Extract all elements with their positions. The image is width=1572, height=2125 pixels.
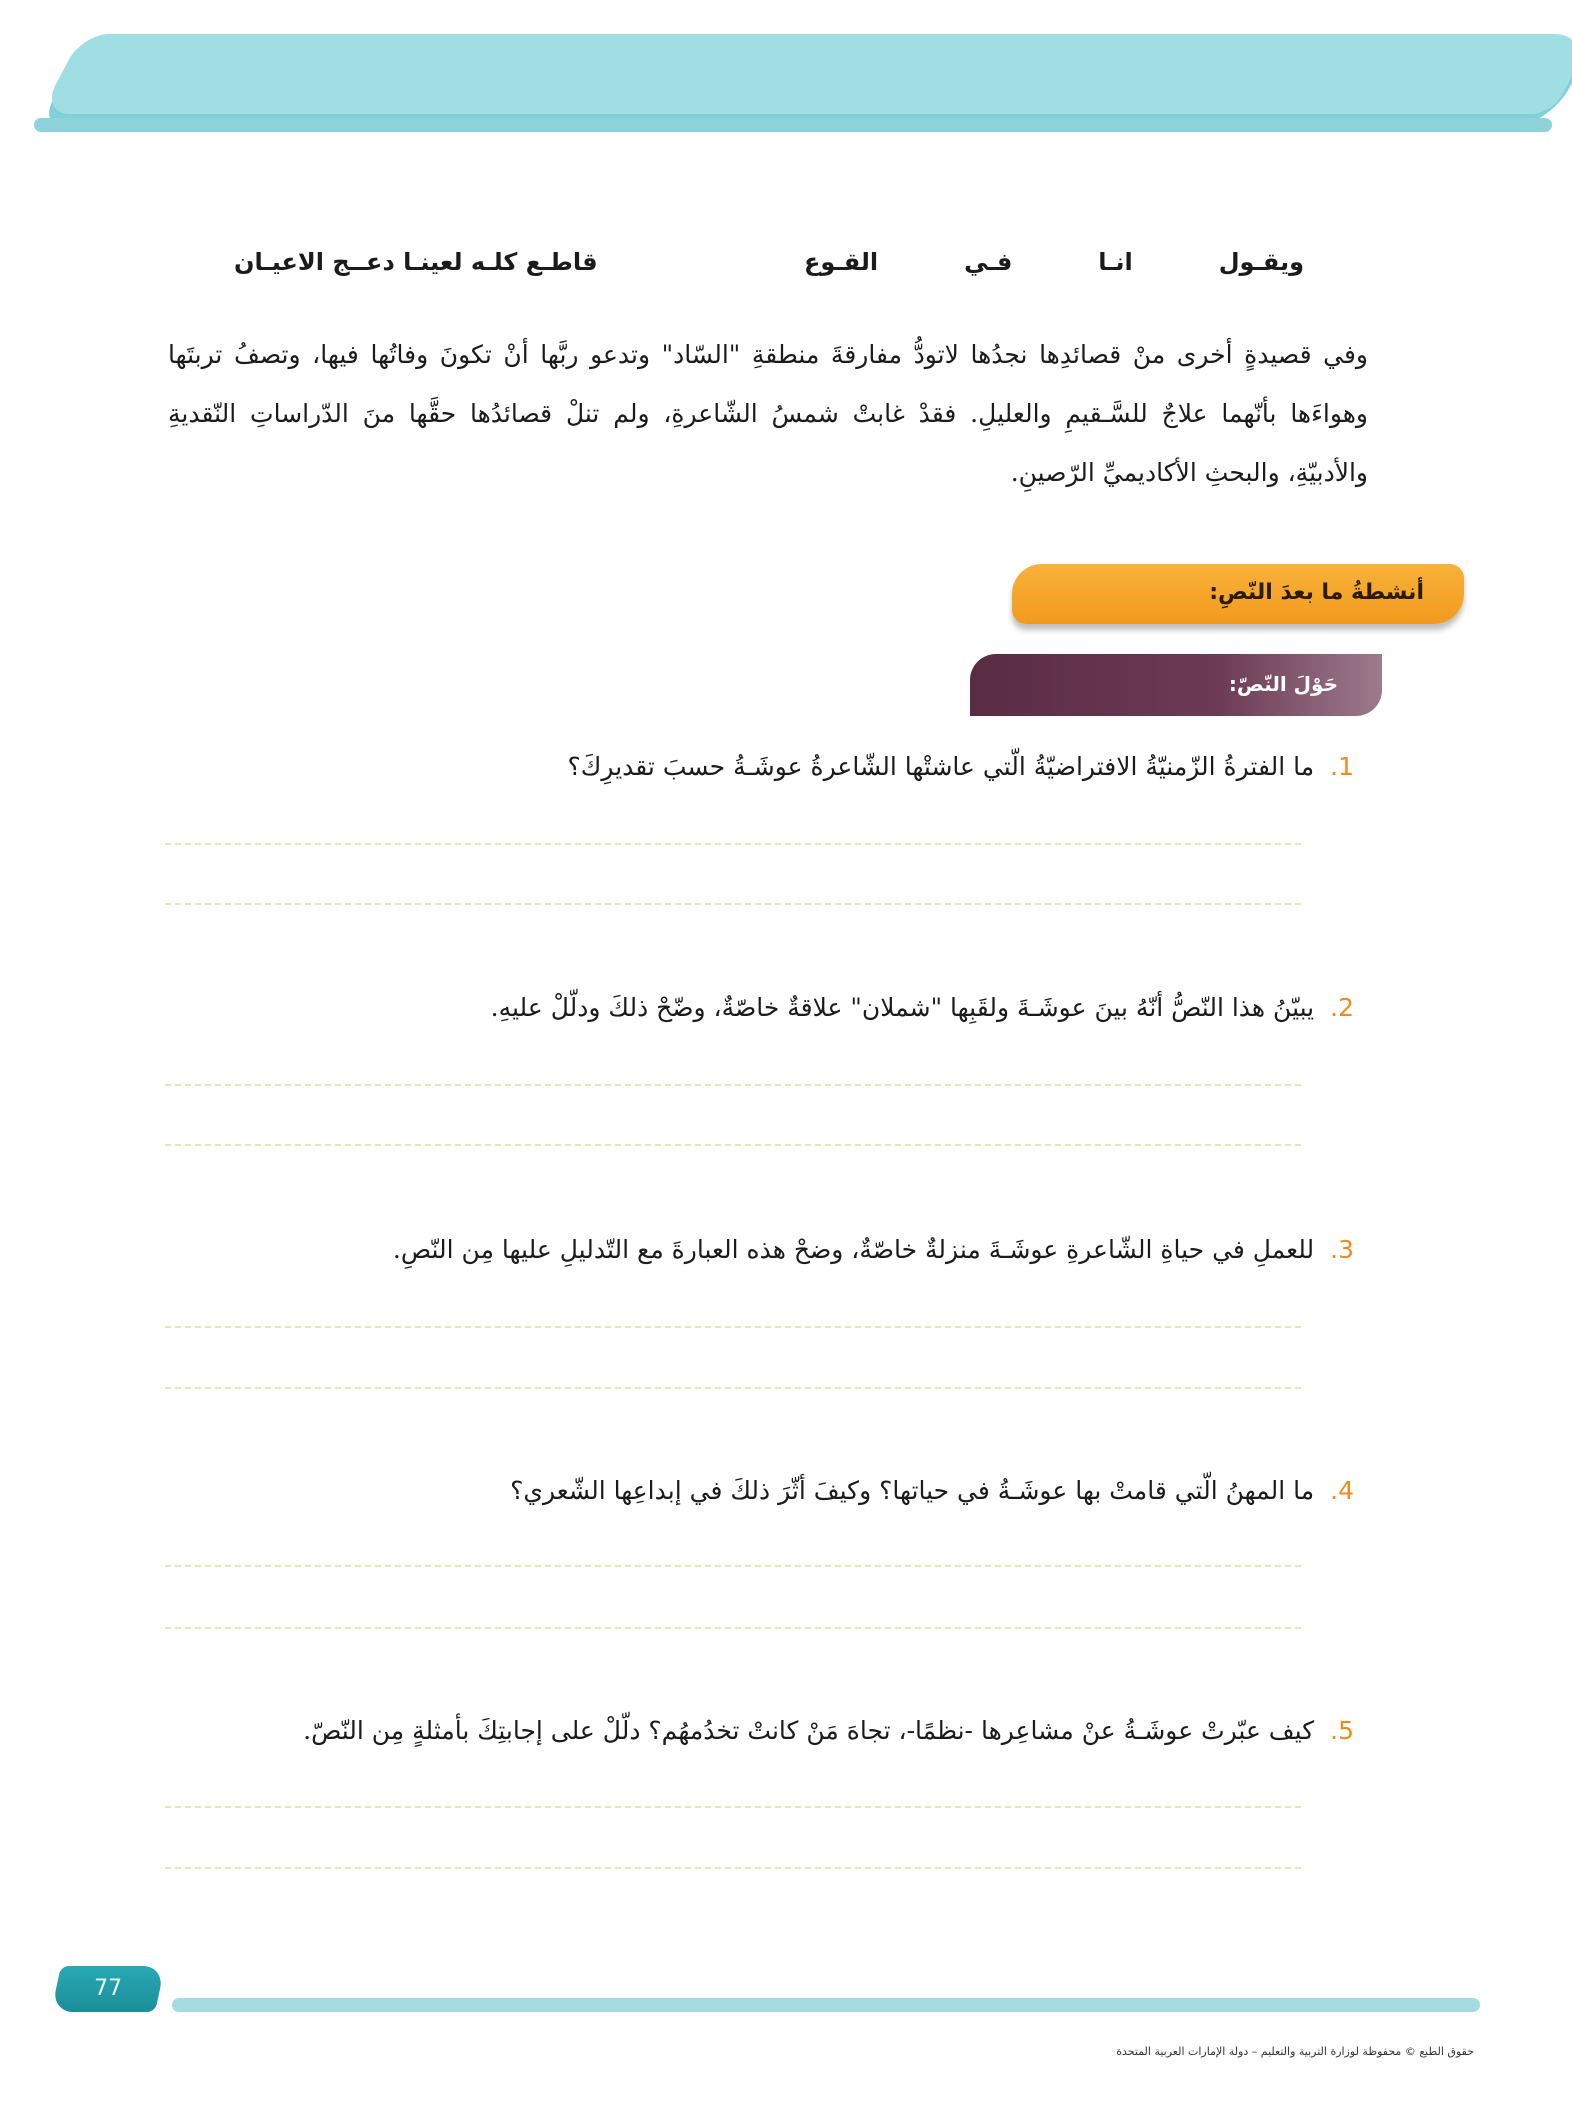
subsection-header (970, 654, 1382, 716)
question-item (204, 1235, 1354, 1264)
question-number: 5. (1330, 1716, 1354, 1745)
poem-word: فـي (964, 248, 1013, 276)
poem-word: انـا (1098, 248, 1133, 276)
answer-line[interactable] (165, 1084, 1301, 1086)
poem-second-hemistich: قاطـع كلـه لعينـا دعــج الاعيـان (234, 248, 598, 276)
question-text: للعملِ في حياةِ الشّاعرةِ عوشَـةَ منزلةٌ خاصّةٌ، وضحْ هذه العبارةَ مع التّدليلِ عليها مِن النّصِ. (392, 1235, 1315, 1264)
question-number: 2. (1330, 993, 1354, 1022)
question-text: ما الفترةُ الزّمنيّةُ الافتراضيّةُ الّتي عاشتْها الشّاعرةُ عوشَـةُ حسبَ تقديرِكَ؟ (567, 752, 1315, 781)
copyright-text: حقوق الطبع © محفوظة لوزارة التربية والتعليم – دولة الإمارات العربية المتحدة (1116, 2045, 1474, 2058)
question-text: يبيّنُ هذا النّصُّ أنّهُ بينَ عوشَـةَ ولقَبِها "شملان" علاقةٌ خاصّةٌ، وضّحْ ذلكَ ودلّلْ عليهِ. (490, 993, 1315, 1022)
answer-line[interactable] (165, 1627, 1301, 1629)
question-number: 4. (1330, 1476, 1354, 1505)
section-header (1012, 564, 1464, 624)
answer-line[interactable] (165, 1806, 1301, 1808)
poem-first-hemistich (804, 248, 1304, 276)
question-item (204, 993, 1354, 1022)
section-title: أنشطةُ ما بعدَ النّصِ: (1209, 580, 1424, 605)
poem-word: ويقـول (1218, 248, 1304, 276)
question-number: 3. (1330, 1235, 1354, 1264)
answer-line[interactable] (165, 1144, 1301, 1146)
intro-paragraph: وفي قصيدةٍ أخرى منْ قصائدِها نجدُها لاتودُّ مفارقةَ منطقةِ "السّاد" وتدعو ربَّها أنْ تكونَ وفاتُها فيها، وتصفُ تربتَها وهواءَها بأنّهما علاجٌ للسَّـقيمِ والعليلِ. فقدْ غابتْ شمسُ الشّاعرةِ، ولم تنلْ قصائدُها حقَّها منَ الدّراساتِ النّقديةِ والأدبيّةِ، والبحثِ الأكاديميِّ الرّصينِ. (168, 340, 1368, 487)
subsection-title: حَوْلَ النّصّ: (1228, 672, 1338, 696)
footer-rule (172, 1998, 1480, 2012)
answer-line[interactable] (165, 1867, 1301, 1869)
answer-line[interactable] (165, 843, 1301, 845)
question-text: ما المهنُ الّتي قامتْ بها عوشَـةُ في حياتها؟ وكيفَ أثّرَ ذلكَ في إبداعِها الشّعري؟ (510, 1476, 1315, 1505)
page-number: 77 (94, 1976, 123, 2001)
answer-line[interactable] (165, 1387, 1301, 1389)
question-number: 1. (1330, 752, 1354, 781)
answer-line[interactable] (165, 1326, 1301, 1328)
page-number-badge (51, 1966, 165, 2012)
answer-line[interactable] (165, 1565, 1301, 1567)
answer-line[interactable] (165, 903, 1301, 905)
header-banner-strip (34, 118, 1552, 132)
question-text: كيف عبّرتْ عوشَـةُ عنْ مشاعِرها -نظمًا-، تجاهَ مَنْ كانتْ تخدُمهُم؟ دلّلْ على إجابتِكَ بأمثلةٍ مِن النّصّ. (303, 1716, 1315, 1745)
poem-word: القـوع (804, 248, 879, 276)
question-item (204, 1716, 1354, 1745)
poem-verse (234, 248, 1304, 276)
question-item (204, 752, 1354, 781)
header-banner (40, 34, 1572, 114)
question-item (204, 1476, 1354, 1505)
